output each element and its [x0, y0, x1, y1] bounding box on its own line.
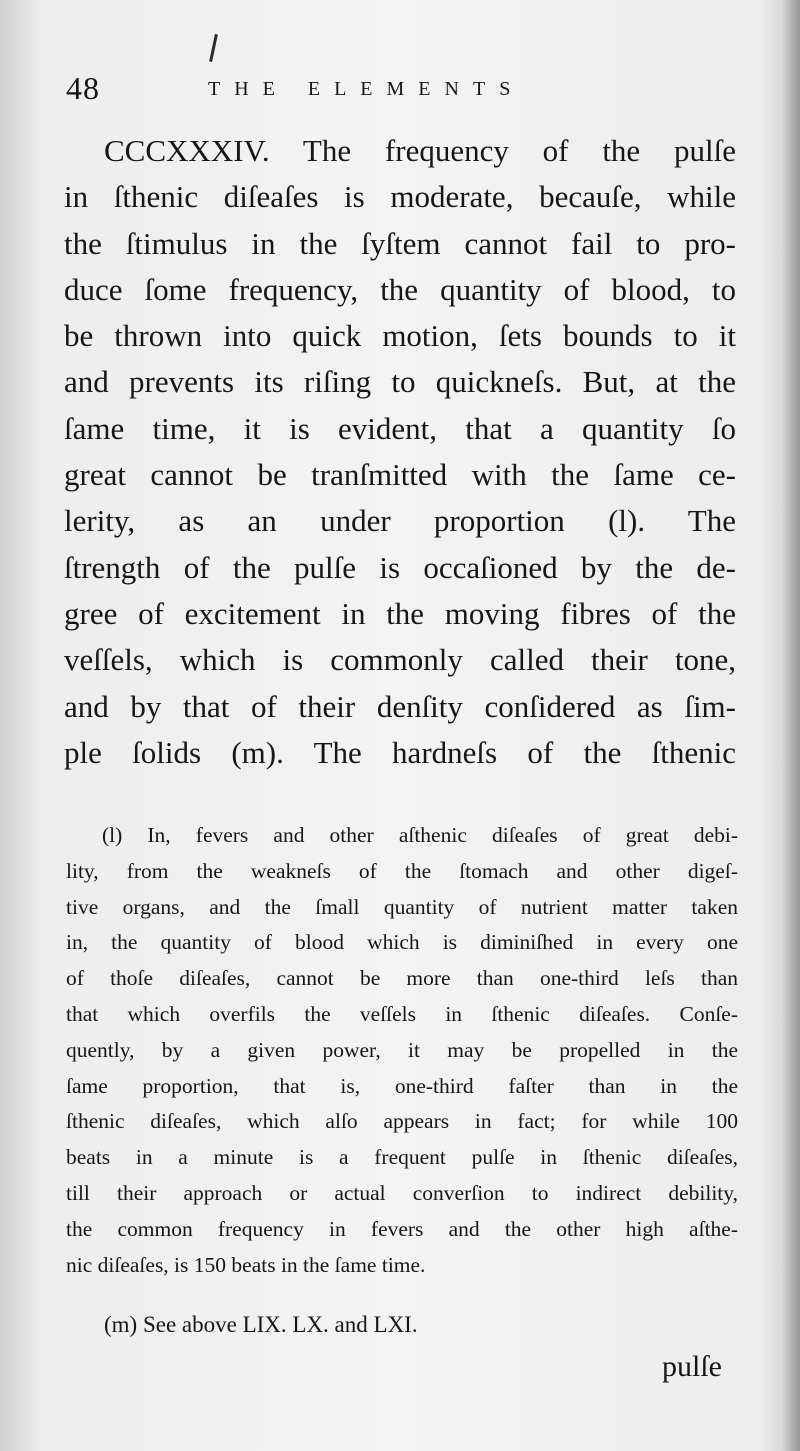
text-line: gree of excitement in the moving fibres of the [64, 595, 736, 631]
text-line: the ſtimulus in the ſyſtem cannot fail to pro- [64, 225, 736, 261]
running-head: THE ELEMENTS [208, 78, 525, 100]
text-line: lerity, as an under proportion (l). The [64, 503, 736, 539]
footnote-line: the common frequency in fevers and the other high aſthe- [66, 1216, 738, 1241]
text-line: ſame time, it is evident, that a quantity ſo [64, 410, 736, 446]
footnote-line: (l) In, fevers and other aſthenic diſeaſes of great debi- [102, 823, 738, 847]
footnote-line: beats in a minute is a frequent pulſe in ſthenic diſeaſes, [66, 1145, 738, 1170]
footnote-line: tive organs, and the ſmall quantity of nutrient matter taken [66, 894, 738, 919]
text-line: and prevents its riſing to quickneſs. But, at the [64, 364, 736, 400]
text-line: CCCXXXIV. The frequency of the pulſe [104, 133, 736, 168]
text-line: in ſthenic diſeaſes is moderate, becauſe, while [64, 179, 736, 215]
footnote-line: nic diſeaſes, is 150 beats in the ſame time. [66, 1252, 426, 1277]
footnote-line: ſthenic diſeaſes, which alſo appears in fact; for while 100 [66, 1109, 738, 1134]
footnote-line: till their approach or actual converſion to indirect debility, [66, 1180, 738, 1205]
footnote-line: in, the quantity of blood which is diminiſhed in every one [66, 930, 738, 955]
main-paragraph [64, 128, 736, 776]
footnote-line: that which overfils the veſſels in ſthenic diſeaſes. Conſe- [66, 1001, 738, 1026]
footnote-m: (m) See above LIX. LX. and LXI. [104, 1312, 418, 1337]
page-number: 48 [66, 70, 100, 106]
text-line: duce ſome frequency, the quantity of blood, to [64, 271, 736, 307]
page-edge-shadow [782, 0, 800, 1451]
text-line: veſſels, which is commonly called their tone, [64, 642, 736, 678]
text-line: great cannot be tranſmitted with the ſame ce- [64, 457, 736, 493]
footnote-line: lity, from the weakneſs of the ſtomach and other digeſ- [66, 858, 738, 883]
footnote-l [66, 818, 738, 1283]
footnote-line: ſame proportion, that is, one-third faſter than in the [66, 1073, 738, 1098]
text-line: ſtrength of the pulſe is occaſioned by the de- [64, 549, 736, 585]
text-line: be thrown into quick motion, ſets bounds to it [64, 318, 736, 354]
catchword: pulſe [662, 1350, 722, 1383]
text-line: and by that of their denſity conſidered as ſim- [64, 688, 736, 724]
ink-mark [209, 34, 218, 62]
footnote-line: of thoſe diſeaſes, cannot be more than one-third leſs than [66, 966, 738, 991]
footnote-line: quently, by a given power, it may be propelled in the [66, 1037, 738, 1062]
text-line: ple ſolids (m). The hardneſs of the ſthenic [64, 734, 736, 770]
